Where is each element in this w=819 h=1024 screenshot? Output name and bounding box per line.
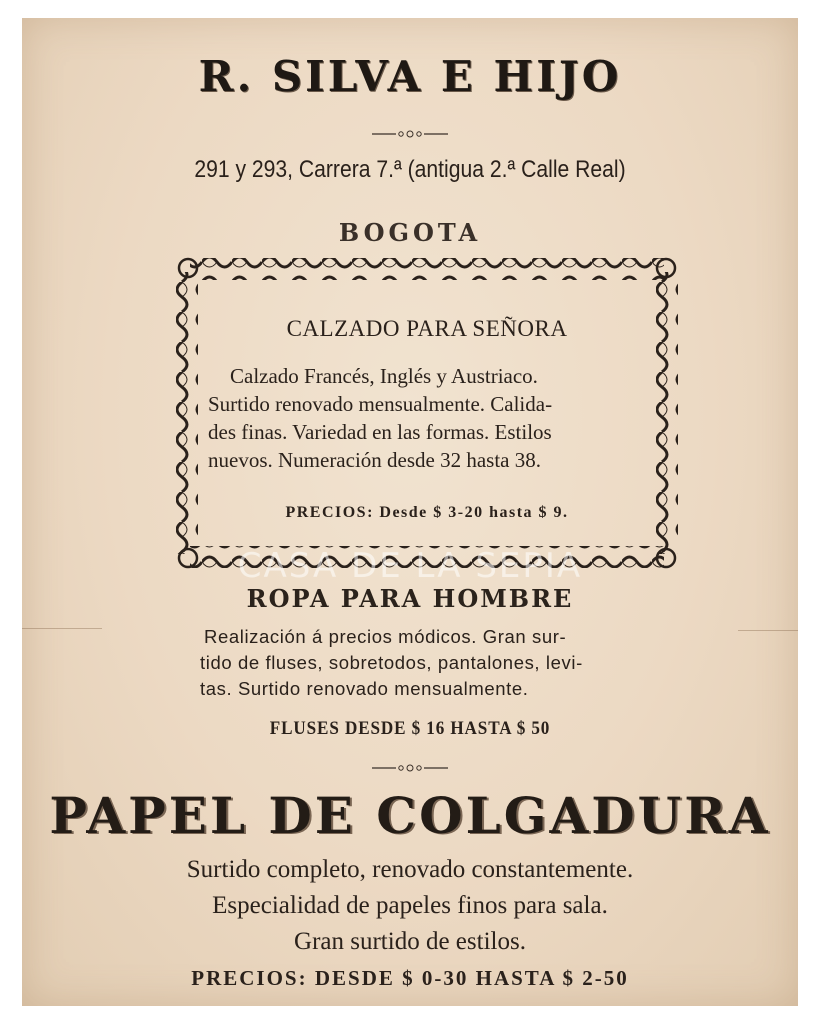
calzado-description bbox=[208, 362, 646, 474]
calzado-line: Calzado Francés, Inglés y Austriaco. bbox=[230, 364, 538, 388]
papel-line: Surtido completo, renovado constantemente. bbox=[186, 856, 634, 883]
papel-line: Gran surtido de estilos. bbox=[294, 928, 526, 955]
watermark: CASA DE LA SEPIA bbox=[237, 546, 583, 586]
ropa-description bbox=[200, 624, 700, 702]
paper-crease bbox=[22, 628, 102, 629]
calzado-line: Surtido renovado mensualmente. Calida- bbox=[208, 392, 553, 416]
papel-line: Especialidad de papeles finos para sala. bbox=[212, 892, 608, 919]
address: 291 y 293, Carrera 7.ª (antigua 2.ª Calle Real) bbox=[194, 156, 626, 183]
ropa-title: ROPA PARA HOMBRE bbox=[246, 584, 574, 613]
calzado-line: des finas. Variedad en las formas. Estilos bbox=[208, 420, 552, 444]
ropa-line: tido de fluses, sobretodos, pantalones, levi- bbox=[200, 652, 583, 673]
city: BOGOTA bbox=[338, 218, 482, 247]
papel-prices: PRECIOS: DESDE $ 0-30 HASTA $ 2-50 bbox=[191, 966, 629, 990]
calzado-line: nuevos. Numeración desde 32 hasta 38. bbox=[208, 448, 541, 472]
papel-description bbox=[22, 852, 798, 960]
paper-crease bbox=[738, 630, 798, 631]
ropa-line: tas. Surtido renovado mensualmente. bbox=[200, 678, 529, 699]
ropa-line: Realización á precios módicos. Gran sur- bbox=[204, 626, 567, 647]
calzado-title: CALZADO PARA SEÑORA bbox=[286, 316, 568, 341]
calzado-prices: PRECIOS: Desde $ 3-20 hasta $ 9. bbox=[285, 504, 569, 521]
papel-title: PAPEL DE COLGADURA bbox=[49, 786, 771, 845]
advertisement-page bbox=[22, 18, 798, 1006]
ornamental-ribbon-frame bbox=[172, 252, 682, 574]
ornament-divider-icon bbox=[372, 762, 448, 774]
ornament-divider-icon bbox=[372, 128, 448, 140]
firm-name: R. SILVA E HIJO bbox=[198, 52, 622, 101]
ropa-prices: FLUSES DESDE $ 16 HASTA $ 50 bbox=[269, 718, 551, 739]
